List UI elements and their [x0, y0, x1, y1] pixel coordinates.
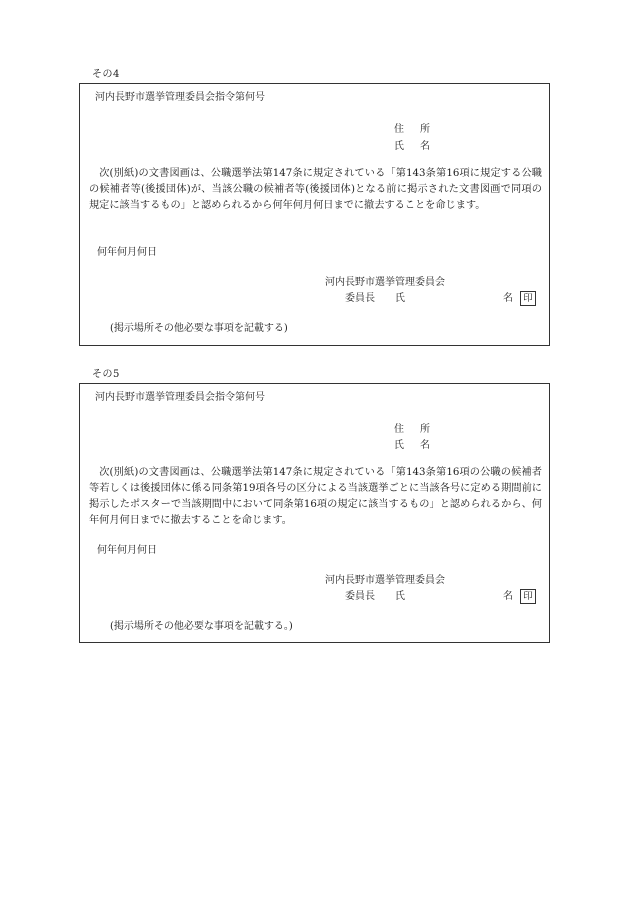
- form-4-label: その4: [92, 69, 120, 80]
- form-4-box: [79, 83, 550, 346]
- order-body: 次(別紙)の文書図画は、公職選挙法第147条に規定されている「第143条第16項の公職の候補者等若しくは後援団体に係る同条第19項各号の区分による当該選挙ごとに当該各号に定める期間前に掲示したポスターで当該期間中において同条第16項の規定に該当するもの」と認められるから、何年何月何日までに撤去することを命じます。: [89, 467, 542, 526]
- address-label: 住 所: [394, 424, 430, 435]
- address-label: 住 所: [394, 124, 430, 135]
- chair-na: 名: [503, 293, 513, 304]
- chair-shi: 氏: [395, 293, 405, 304]
- chair-title: 委員長: [345, 293, 375, 304]
- name-label: 氏 名: [394, 141, 430, 152]
- form-5-label: その5: [92, 369, 120, 380]
- committee-name: 河内長野市選挙管理委員会: [325, 277, 445, 288]
- date-line: 何年何月何日: [97, 545, 157, 556]
- seal-stamp: 印: [520, 589, 536, 604]
- chair-title: 委員長: [345, 591, 375, 602]
- name-label: 氏 名: [394, 440, 430, 451]
- order-body: 次(別紙)の文書図画は、公職選挙法第147条に規定されている「第143条第16項に規定する公職の候補者等(後援団体)が、当該公職の候補者等(後援団体)となる前に掲示された文書図画で同項の規定に該当するもの」と認められるから何年何月何日までに撤去することを命じます。: [89, 168, 542, 211]
- chair-shi: 氏: [395, 591, 405, 602]
- committee-name: 河内長野市選挙管理委員会: [325, 575, 445, 586]
- seal-stamp: 印: [520, 291, 536, 306]
- chair-na: 名: [503, 591, 513, 602]
- note-line: (掲示場所その他必要な事項を記載する): [110, 323, 288, 334]
- directive-number: 河内長野市選挙管理委員会指令第何号: [95, 92, 265, 103]
- directive-number: 河内長野市選挙管理委員会指令第何号: [95, 392, 265, 403]
- note-line: (掲示場所その他必要な事項を記載する。): [110, 621, 293, 632]
- date-line: 何年何月何日: [97, 247, 157, 258]
- form-5-box: [79, 383, 550, 643]
